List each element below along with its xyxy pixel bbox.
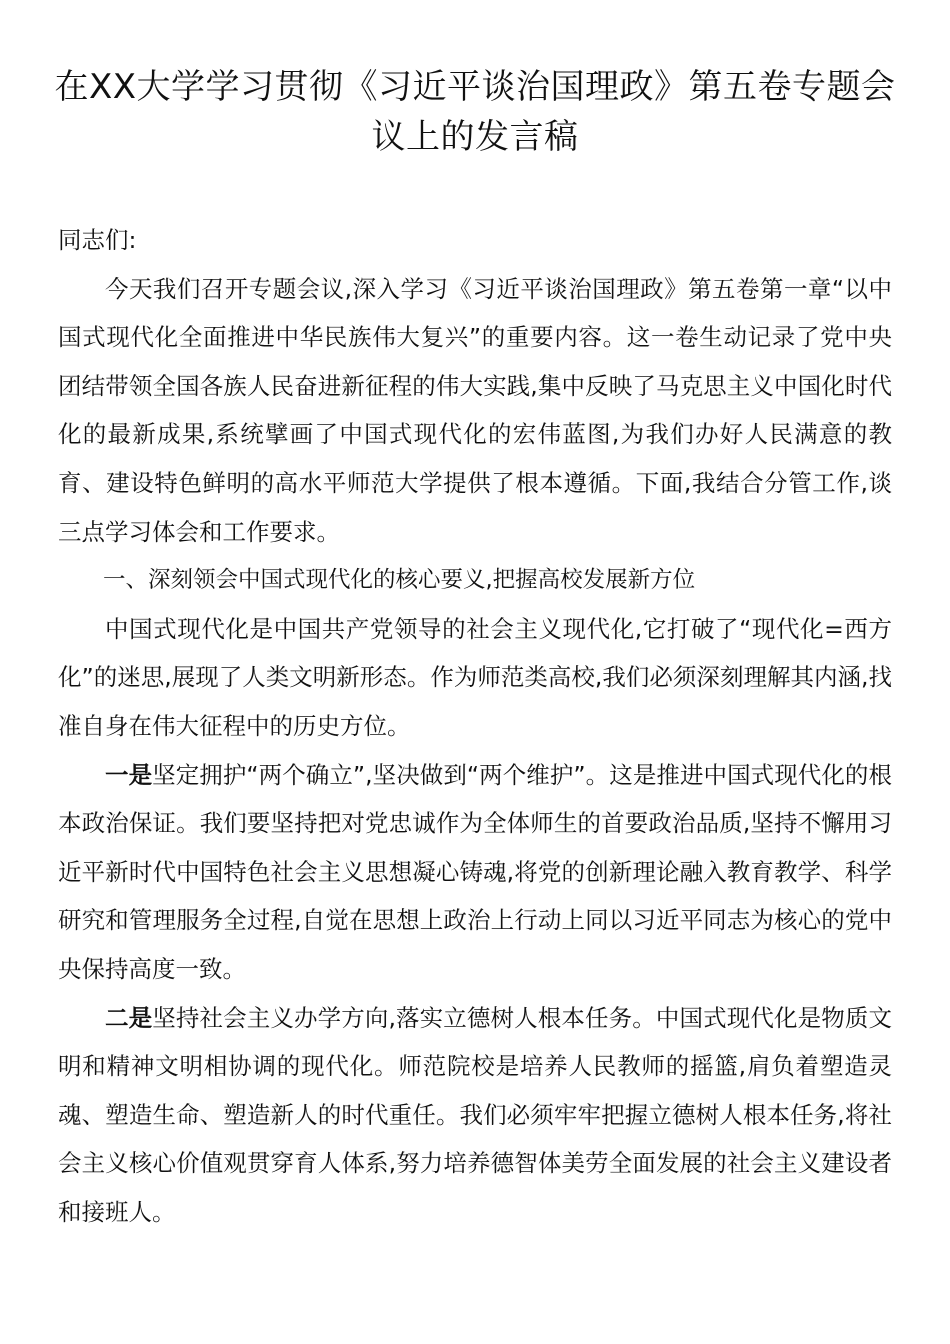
point-2-text: 坚持社会主义办学方向,落实立德树人根本任务。中国式现代化是物质文明和精神文明相协调的现代化。师范院校是培养人民教师的摇篮,肩负着塑造灵魂、塑造生命、塑造新人的时代重任。我们必须牢牢把握立德树人根本任务,将社会主义核心价值观贯穿育人体系,努力培养德智体美劳全面发展的社会主义建设者和接班人。 bbox=[58, 1003, 892, 1226]
section-heading-1: 一、深刻领会中国式现代化的核心要义,把握高校发展新方位 bbox=[103, 567, 696, 594]
point-2-paragraph bbox=[58, 994, 892, 1237]
point-2-lead: 二是 bbox=[105, 1003, 153, 1032]
intro-paragraph: 今天我们召开专题会议,深入学习《习近平谈治国理政》第五卷第一章“以中国式现代化全面推进中华民族伟大复兴”的重要内容。这一卷生动记录了党中央团结带领全国各族人民奋进新征程的伟大实践,集中反映了马克思主义中国化时代化的最新成果,系统擘画了中国式现代化的宏伟蓝图,为我们办好人民满意的教育、建设特色鲜明的高水平师范大学提供了根本遵循。下面,我结合分管工作,谈三点学习体会和工作要求。 bbox=[58, 274, 892, 546]
document-body bbox=[58, 216, 892, 1236]
document-title: 在XX大学学习贯彻《习近平谈治国理政》第五卷专题会议上的发言稿 bbox=[54, 67, 896, 157]
section-1-paragraph: 中国式现代化是中国共产党领导的社会主义现代化,它打破了“现代化=西方化”的迷思,展现了人类文明新形态。作为师范类高校,我们必须深刻理解其内涵,找准自身在伟大征程中的历史方位。 bbox=[58, 614, 892, 740]
point-1-paragraph bbox=[58, 751, 892, 994]
greeting: 同志们: bbox=[58, 226, 137, 254]
point-1-lead: 一是 bbox=[105, 760, 153, 789]
point-1-text: 坚定拥护“两个确立”,坚决做到“两个维护”。这是推进中国式现代化的根本政治保证。我们要坚持把对党忠诚作为全体师生的首要政治品质,坚持不懈用习近平新时代中国特色社会主义思想凝心铸魂,将党的创新理论融入教育教学、科学研究和管理服务全过程,自觉在思想上政治上行动上同以习近平同志为核心的党中央保持高度一致。 bbox=[58, 760, 892, 983]
